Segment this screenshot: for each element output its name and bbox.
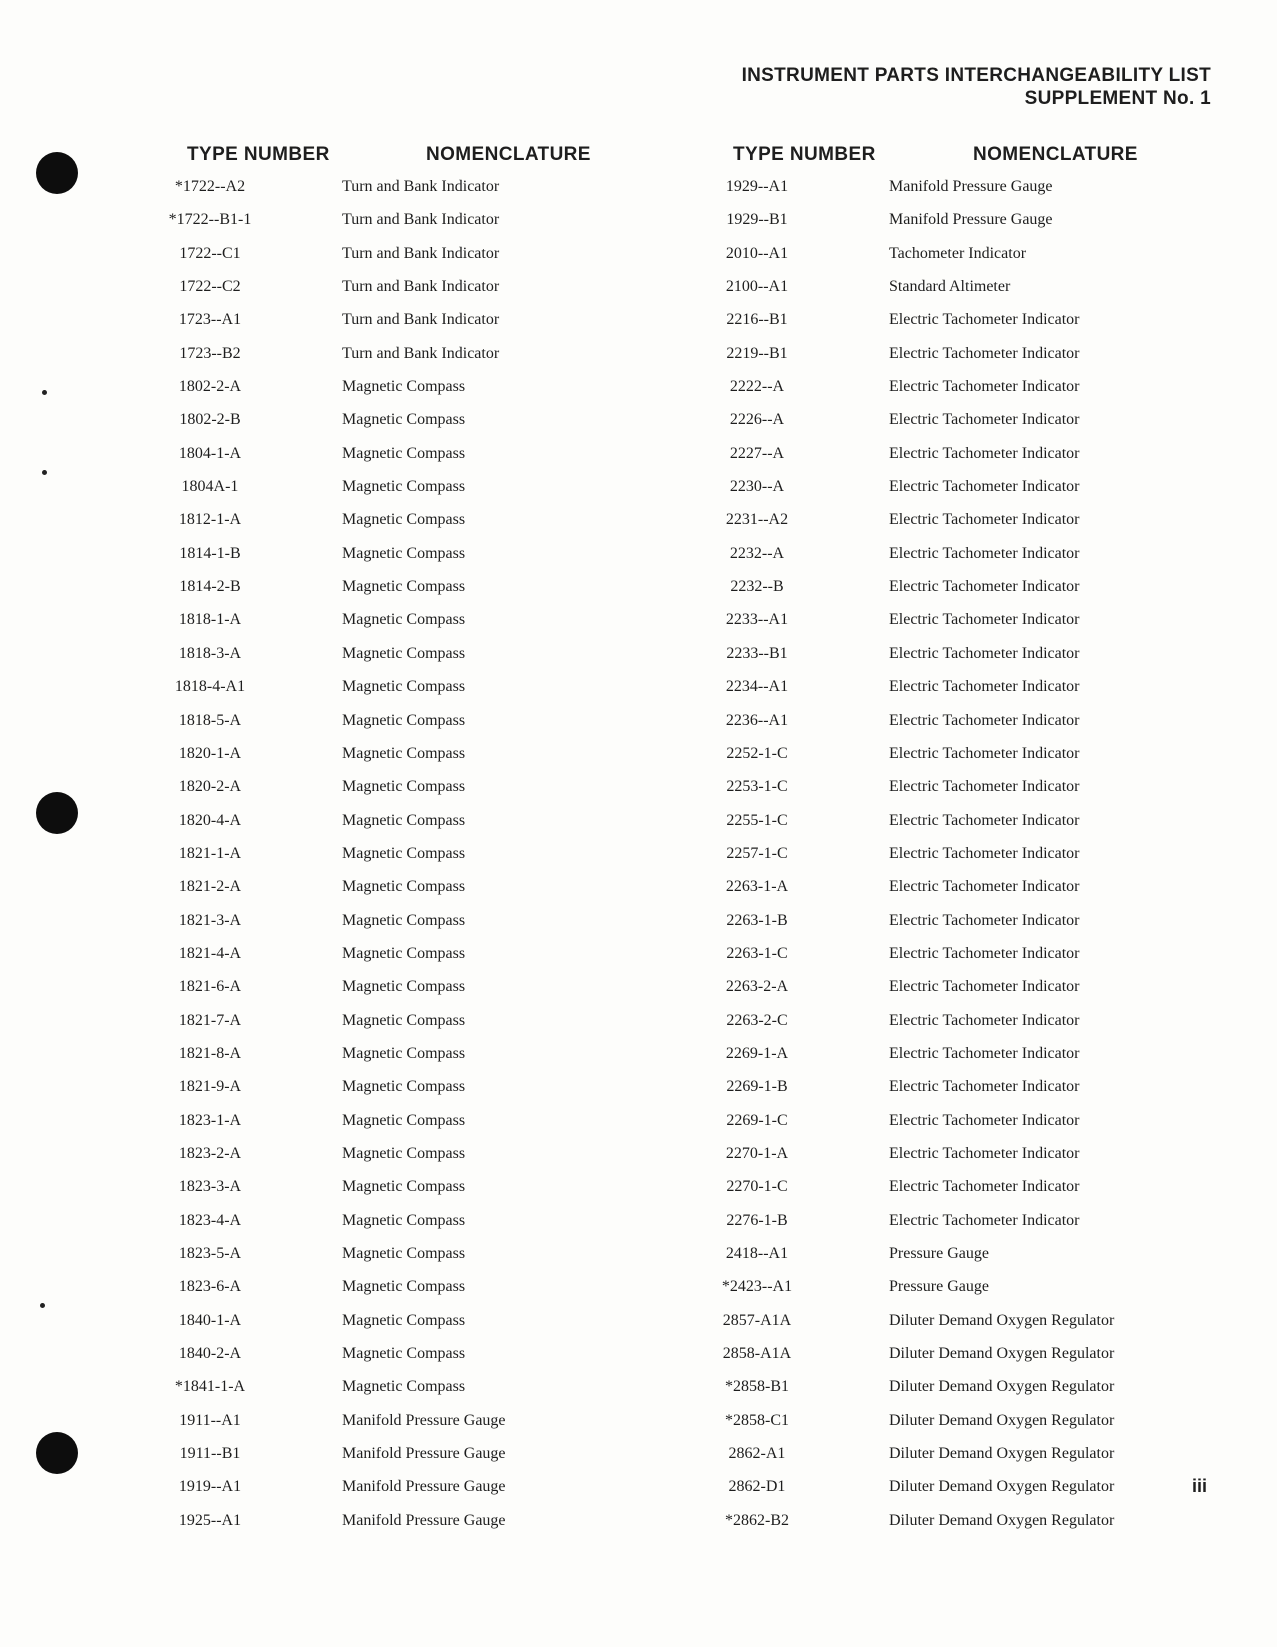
nomenclature: Electric Tachometer Indicator	[889, 678, 1080, 696]
nomenclature: Electric Tachometer Indicator	[889, 878, 1080, 896]
binder-hole-top	[36, 152, 78, 194]
nomenclature: Electric Tachometer Indicator	[889, 578, 1080, 596]
nomenclature: Standard Altimeter	[889, 278, 1011, 296]
nomenclature: Tachometer Indicator	[889, 244, 1027, 262]
type-number: 1911--B1	[179, 1445, 241, 1463]
header-subtitle: SUPPLEMENT No. 1	[1024, 88, 1211, 109]
type-number: 2253-1-C	[726, 778, 788, 796]
nomenclature: Magnetic Compass	[342, 611, 466, 629]
type-number: *1722--A2	[174, 178, 246, 195]
nomenclature: Electric Tachometer Indicator	[889, 1044, 1080, 1062]
type-number: *2858-C1	[725, 1411, 789, 1429]
scan-speck	[42, 470, 47, 475]
nomenclature: Magnetic Compass	[342, 578, 466, 596]
type-number: 1821-7-A	[178, 1011, 242, 1029]
nomenclature: Electric Tachometer Indicator	[889, 378, 1080, 396]
type-number: 1929--B1	[726, 211, 788, 229]
nomenclature: Magnetic Compass	[342, 778, 466, 796]
nomenclature: Turn and Bank Indicator	[342, 344, 500, 362]
type-number: 1821-2-A	[178, 878, 242, 896]
nomenclature: Electric Tachometer Indicator	[889, 511, 1080, 529]
nomenclature: Magnetic Compass	[342, 1311, 466, 1329]
left-type-number-header: TYPE NUMBER	[187, 144, 330, 165]
nomenclature: Electric Tachometer Indicator	[889, 1078, 1080, 1096]
type-number: 2255-1-C	[726, 811, 788, 829]
type-number: 1823-2-A	[178, 1144, 242, 1162]
right-nomenclature-header: NOMENCLATURE	[973, 144, 1138, 165]
nomenclature: Turn and Bank Indicator	[342, 211, 500, 229]
type-number: 2269-1-B	[726, 1078, 788, 1096]
nomenclature: Magnetic Compass	[342, 1078, 466, 1096]
type-number: 2263-1-B	[726, 911, 788, 929]
nomenclature: Diluter Demand Oxygen Regulator	[889, 1478, 1115, 1496]
nomenclature: Magnetic Compass	[342, 1011, 466, 1029]
nomenclature: Diluter Demand Oxygen Regulator	[889, 1445, 1115, 1463]
binder-hole-middle	[36, 792, 78, 834]
scan-speck	[40, 1303, 45, 1308]
nomenclature: Electric Tachometer Indicator	[889, 911, 1080, 929]
type-number: 1821-8-A	[178, 1044, 242, 1062]
type-number: 1820-1-A	[178, 744, 242, 762]
type-number: *2862-B2	[725, 1511, 789, 1529]
type-number: 2234--A1	[725, 678, 789, 696]
nomenclature: Magnetic Compass	[342, 844, 466, 862]
nomenclature: Magnetic Compass	[342, 911, 466, 929]
nomenclature: Manifold Pressure Gauge	[342, 1478, 506, 1496]
type-number: 1722--C1	[179, 244, 241, 262]
nomenclature: Magnetic Compass	[342, 378, 466, 396]
type-number: 2270-1-C	[726, 1178, 788, 1196]
nomenclature: Electric Tachometer Indicator	[889, 1011, 1080, 1029]
nomenclature: Magnetic Compass	[342, 811, 466, 829]
type-number: 1812-1-A	[178, 511, 242, 529]
type-number: 2269-1-A	[725, 1044, 789, 1062]
nomenclature: Magnetic Compass	[342, 544, 466, 562]
type-number: 1820-4-A	[178, 811, 242, 829]
type-number: 1840-2-A	[178, 1345, 242, 1363]
header-title: INSTRUMENT PARTS INTERCHANGEABILITY LIST	[741, 65, 1211, 86]
type-number: 1823-6-A	[178, 1278, 242, 1296]
binder-hole-bottom	[36, 1432, 78, 1474]
nomenclature: Manifold Pressure Gauge	[342, 1411, 506, 1429]
type-number: *2858-B1	[725, 1378, 789, 1396]
type-number: 1823-3-A	[178, 1178, 242, 1196]
left-nomenclature-header: NOMENCLATURE	[426, 144, 591, 165]
type-number: 2230--A	[729, 478, 785, 496]
type-number: 1821-1-A	[178, 844, 242, 862]
type-number: 2100--A1	[725, 278, 789, 296]
type-number: 1821-4-A	[178, 944, 242, 962]
nomenclature: Magnetic Compass	[342, 511, 466, 529]
type-number: 2418--A1	[725, 1245, 789, 1262]
nomenclature: Electric Tachometer Indicator	[889, 644, 1080, 662]
type-number: 1929--A1	[725, 178, 789, 195]
nomenclature: Electric Tachometer Indicator	[889, 411, 1080, 429]
nomenclature: Electric Tachometer Indicator	[889, 444, 1080, 462]
nomenclature: Electric Tachometer Indicator	[889, 844, 1080, 862]
nomenclature: Electric Tachometer Indicator	[889, 978, 1080, 996]
type-number: 2232--A	[729, 544, 785, 562]
nomenclature: Magnetic Compass	[342, 444, 466, 462]
nomenclature: Magnetic Compass	[342, 411, 466, 429]
type-number: 2231--A2	[725, 511, 789, 529]
type-number: 2226--A	[729, 411, 785, 429]
nomenclature: Magnetic Compass	[342, 1211, 466, 1229]
type-number: 2263-1-C	[726, 944, 788, 962]
type-number: 2233--A1	[725, 611, 789, 629]
type-number: 1723--A1	[178, 311, 242, 329]
nomenclature: Magnetic Compass	[342, 944, 466, 962]
nomenclature: Manifold Pressure Gauge	[342, 1511, 506, 1529]
nomenclature: Magnetic Compass	[342, 1111, 466, 1129]
nomenclature: Electric Tachometer Indicator	[889, 1111, 1080, 1129]
nomenclature: Electric Tachometer Indicator	[889, 811, 1080, 829]
nomenclature: Pressure Gauge	[889, 1245, 989, 1262]
type-number: 1823-1-A	[178, 1111, 242, 1129]
nomenclature: Magnetic Compass	[342, 1378, 466, 1396]
nomenclature: Magnetic Compass	[342, 1245, 466, 1262]
nomenclature: Magnetic Compass	[342, 878, 466, 896]
type-number: *1722--B1-1	[168, 211, 252, 229]
type-number: 2227--A	[729, 444, 785, 462]
nomenclature: Electric Tachometer Indicator	[889, 311, 1080, 329]
nomenclature: Diluter Demand Oxygen Regulator	[889, 1378, 1115, 1396]
type-number: 2857-A1A	[722, 1311, 792, 1329]
type-number: 2010--A1	[725, 244, 789, 262]
nomenclature: Electric Tachometer Indicator	[889, 778, 1080, 796]
type-number: 1821-9-A	[178, 1078, 242, 1096]
type-number: 2233--B1	[726, 644, 788, 662]
nomenclature: Pressure Gauge	[889, 1278, 989, 1296]
type-number: 2216--B1	[726, 311, 788, 329]
type-number: 2858-A1A	[722, 1345, 792, 1363]
type-number: 2270-1-A	[725, 1144, 789, 1162]
nomenclature: Manifold Pressure Gauge	[889, 211, 1053, 229]
type-number: 1802-2-A	[178, 378, 242, 396]
nomenclature: Turn and Bank Indicator	[342, 278, 500, 296]
nomenclature: Magnetic Compass	[342, 1178, 466, 1196]
type-number: *2423--A1	[721, 1278, 793, 1296]
type-number: 1823-4-A	[178, 1211, 242, 1229]
type-number: 2862-D1	[728, 1478, 786, 1496]
nomenclature: Manifold Pressure Gauge	[889, 178, 1053, 195]
nomenclature: Magnetic Compass	[342, 744, 466, 762]
type-number: 2236--A1	[725, 711, 789, 729]
nomenclature: Magnetic Compass	[342, 644, 466, 662]
type-number: 1804-1-A	[178, 444, 242, 462]
type-number: 2252-1-C	[726, 744, 788, 762]
nomenclature: Electric Tachometer Indicator	[889, 1178, 1080, 1196]
nomenclature: Magnetic Compass	[342, 1345, 466, 1363]
type-number: 1804A-1	[181, 478, 239, 496]
type-number: 1818-3-A	[178, 644, 242, 662]
nomenclature: Magnetic Compass	[342, 678, 466, 696]
type-number: 1919--A1	[178, 1478, 242, 1496]
type-number: 2269-1-C	[726, 1111, 788, 1129]
type-number: *1841-1-A	[174, 1378, 246, 1396]
type-number: 1911--A1	[179, 1411, 241, 1429]
nomenclature: Turn and Bank Indicator	[342, 244, 500, 262]
type-number: 1823-5-A	[178, 1245, 242, 1262]
nomenclature: Electric Tachometer Indicator	[889, 1211, 1080, 1229]
nomenclature: Diluter Demand Oxygen Regulator	[889, 1511, 1115, 1529]
type-number: 2222--A	[729, 378, 785, 396]
nomenclature: Magnetic Compass	[342, 1278, 466, 1296]
nomenclature: Electric Tachometer Indicator	[889, 478, 1080, 496]
type-number: 1820-2-A	[178, 778, 242, 796]
type-number: 1814-2-B	[179, 578, 241, 596]
document-header	[742, 64, 1211, 110]
nomenclature: Turn and Bank Indicator	[342, 178, 500, 195]
type-number: 2862-A1	[728, 1445, 786, 1463]
type-number: 1818-4-A1	[174, 678, 246, 696]
type-number: 1814-1-B	[179, 544, 241, 562]
nomenclature: Magnetic Compass	[342, 711, 466, 729]
type-number: 1818-1-A	[178, 611, 242, 629]
nomenclature: Electric Tachometer Indicator	[889, 944, 1080, 962]
type-number: 2263-2-A	[725, 978, 789, 996]
type-number: 2263-2-C	[726, 1011, 788, 1029]
type-number: 1802-2-B	[179, 411, 241, 429]
type-number: 2219--B1	[726, 344, 788, 362]
type-number: 1723--B2	[179, 344, 241, 362]
nomenclature: Magnetic Compass	[342, 1044, 466, 1062]
nomenclature: Electric Tachometer Indicator	[889, 1144, 1080, 1162]
right-type-number-header: TYPE NUMBER	[733, 144, 876, 165]
type-number: 1840-1-A	[178, 1311, 242, 1329]
nomenclature: Electric Tachometer Indicator	[889, 711, 1080, 729]
nomenclature: Turn and Bank Indicator	[342, 311, 500, 329]
nomenclature: Electric Tachometer Indicator	[889, 611, 1080, 629]
nomenclature: Manifold Pressure Gauge	[342, 1445, 506, 1463]
nomenclature: Electric Tachometer Indicator	[889, 344, 1080, 362]
type-number: 2276-1-B	[726, 1211, 788, 1229]
type-number: 1722--C2	[179, 278, 241, 296]
type-number: 1821-3-A	[178, 911, 242, 929]
type-number: 1925--A1	[178, 1511, 242, 1529]
type-number: 2263-1-A	[725, 878, 789, 896]
nomenclature: Diluter Demand Oxygen Regulator	[889, 1311, 1115, 1329]
type-number: 2257-1-C	[726, 844, 788, 862]
type-number: 2232--B	[730, 578, 784, 596]
page-number: iii	[1191, 1476, 1207, 1496]
type-number: 1818-5-A	[178, 711, 242, 729]
nomenclature: Magnetic Compass	[342, 978, 466, 996]
nomenclature: Magnetic Compass	[342, 478, 466, 496]
nomenclature: Diluter Demand Oxygen Regulator	[889, 1345, 1115, 1363]
nomenclature: Magnetic Compass	[342, 1144, 466, 1162]
scan-speck	[42, 390, 47, 395]
nomenclature: Electric Tachometer Indicator	[889, 744, 1080, 762]
nomenclature: Electric Tachometer Indicator	[889, 544, 1080, 562]
type-number: 1821-6-A	[178, 978, 242, 996]
nomenclature: Diluter Demand Oxygen Regulator	[889, 1411, 1115, 1429]
